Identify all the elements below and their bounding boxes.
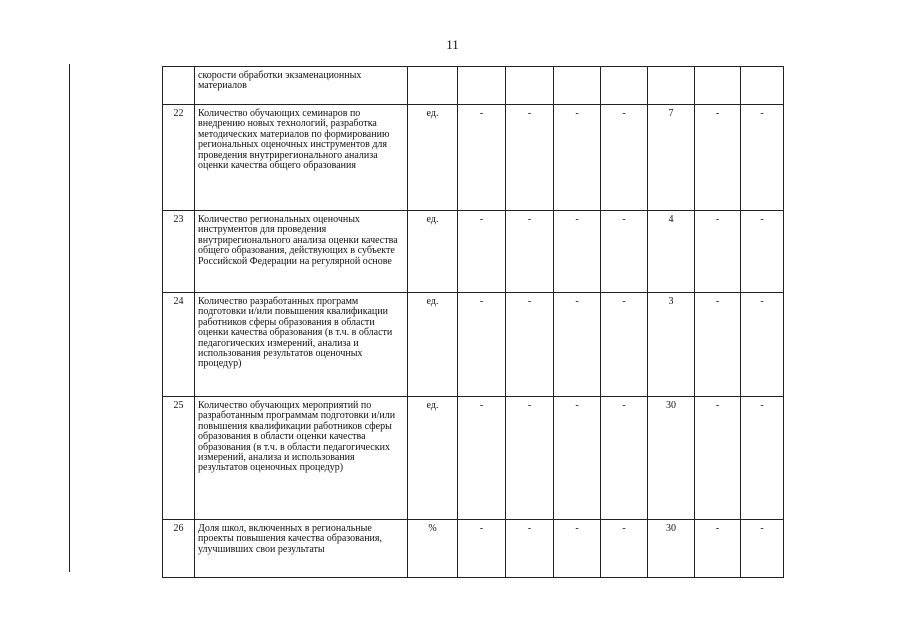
value-cell: - — [741, 293, 784, 397]
value-cell: - — [458, 397, 506, 520]
value-cell: - — [741, 397, 784, 520]
row-number — [163, 67, 195, 105]
value-cell: - — [601, 397, 648, 520]
value-cell — [506, 67, 554, 105]
value-cell: - — [695, 520, 741, 578]
table-row — [163, 211, 784, 293]
unit-cell: ед. — [408, 105, 458, 211]
value-cell: - — [695, 105, 741, 211]
value-cell: - — [741, 105, 784, 211]
table-body — [163, 67, 784, 578]
unit-cell: % — [408, 520, 458, 578]
value-cell: - — [458, 520, 506, 578]
row-number: 24 — [163, 293, 195, 397]
value-cell — [648, 67, 695, 105]
value-cell: - — [554, 211, 601, 293]
value-cell: - — [554, 293, 601, 397]
row-number: 25 — [163, 397, 195, 520]
value-cell: - — [458, 105, 506, 211]
value-cell: - — [601, 293, 648, 397]
left-margin-line — [69, 64, 70, 572]
value-cell: - — [506, 105, 554, 211]
value-cell: - — [554, 105, 601, 211]
value-cell: 30 — [648, 397, 695, 520]
table-row — [163, 67, 784, 105]
value-cell: - — [506, 293, 554, 397]
row-number: 23 — [163, 211, 195, 293]
value-cell: - — [458, 293, 506, 397]
value-cell: - — [741, 211, 784, 293]
table-row — [163, 293, 784, 397]
table-row — [163, 520, 784, 578]
value-cell: - — [506, 520, 554, 578]
value-cell: 3 — [648, 293, 695, 397]
value-cell: - — [458, 211, 506, 293]
indicator-description: скорости обработки экзаменационных материалов — [195, 67, 408, 105]
value-cell: - — [695, 211, 741, 293]
table-row — [163, 397, 784, 520]
value-cell: - — [741, 520, 784, 578]
value-cell — [601, 67, 648, 105]
value-cell: - — [601, 211, 648, 293]
unit-cell: ед. — [408, 293, 458, 397]
row-number: 26 — [163, 520, 195, 578]
value-cell — [554, 67, 601, 105]
value-cell — [741, 67, 784, 105]
value-cell: 7 — [648, 105, 695, 211]
unit-cell: ед. — [408, 397, 458, 520]
row-number: 22 — [163, 105, 195, 211]
indicator-description: Количество региональных оценочных инструментов для проведения внутрирегионального анализа оценки качества общего образования, действующих в субъекте Российской Федерации на регулярной основе — [195, 211, 408, 293]
table-row — [163, 105, 784, 211]
page-number: 11 — [446, 37, 459, 52]
value-cell: - — [601, 105, 648, 211]
indicator-description: Количество обучающих семинаров по внедрению новых технологий, разработка методических материалов по формированию региональных оценочных инструментов для проведения внутрирегионального анализа оценки качества общего образования — [195, 105, 408, 211]
value-cell: 30 — [648, 520, 695, 578]
value-cell — [458, 67, 506, 105]
indicator-description: Доля школ, включенных в региональные проекты повышения качества образования, улучшивших свои результаты — [195, 520, 408, 578]
value-cell — [695, 67, 741, 105]
unit-cell: ед. — [408, 211, 458, 293]
indicator-description: Количество обучающих мероприятий по разработанным программам подготовки и/или повышения квалификации работников сферы образования в области оценки качества образования (в т.ч. в области педагогических измерений, анализа и использования результатов оценочных процедур) — [195, 397, 408, 520]
value-cell: - — [554, 397, 601, 520]
value-cell: - — [695, 397, 741, 520]
indicator-description: Количество разработанных программ подготовки и/или повышения квалификации работников сферы образования в области оценки качества образования (в т.ч. в области педагогических измерений, анализа и использования результатов оценочных процедур) — [195, 293, 408, 397]
value-cell: - — [695, 293, 741, 397]
value-cell: - — [506, 397, 554, 520]
unit-cell — [408, 67, 458, 105]
value-cell: 4 — [648, 211, 695, 293]
indicators-table — [162, 66, 784, 578]
value-cell: - — [554, 520, 601, 578]
value-cell: - — [601, 520, 648, 578]
value-cell: - — [506, 211, 554, 293]
